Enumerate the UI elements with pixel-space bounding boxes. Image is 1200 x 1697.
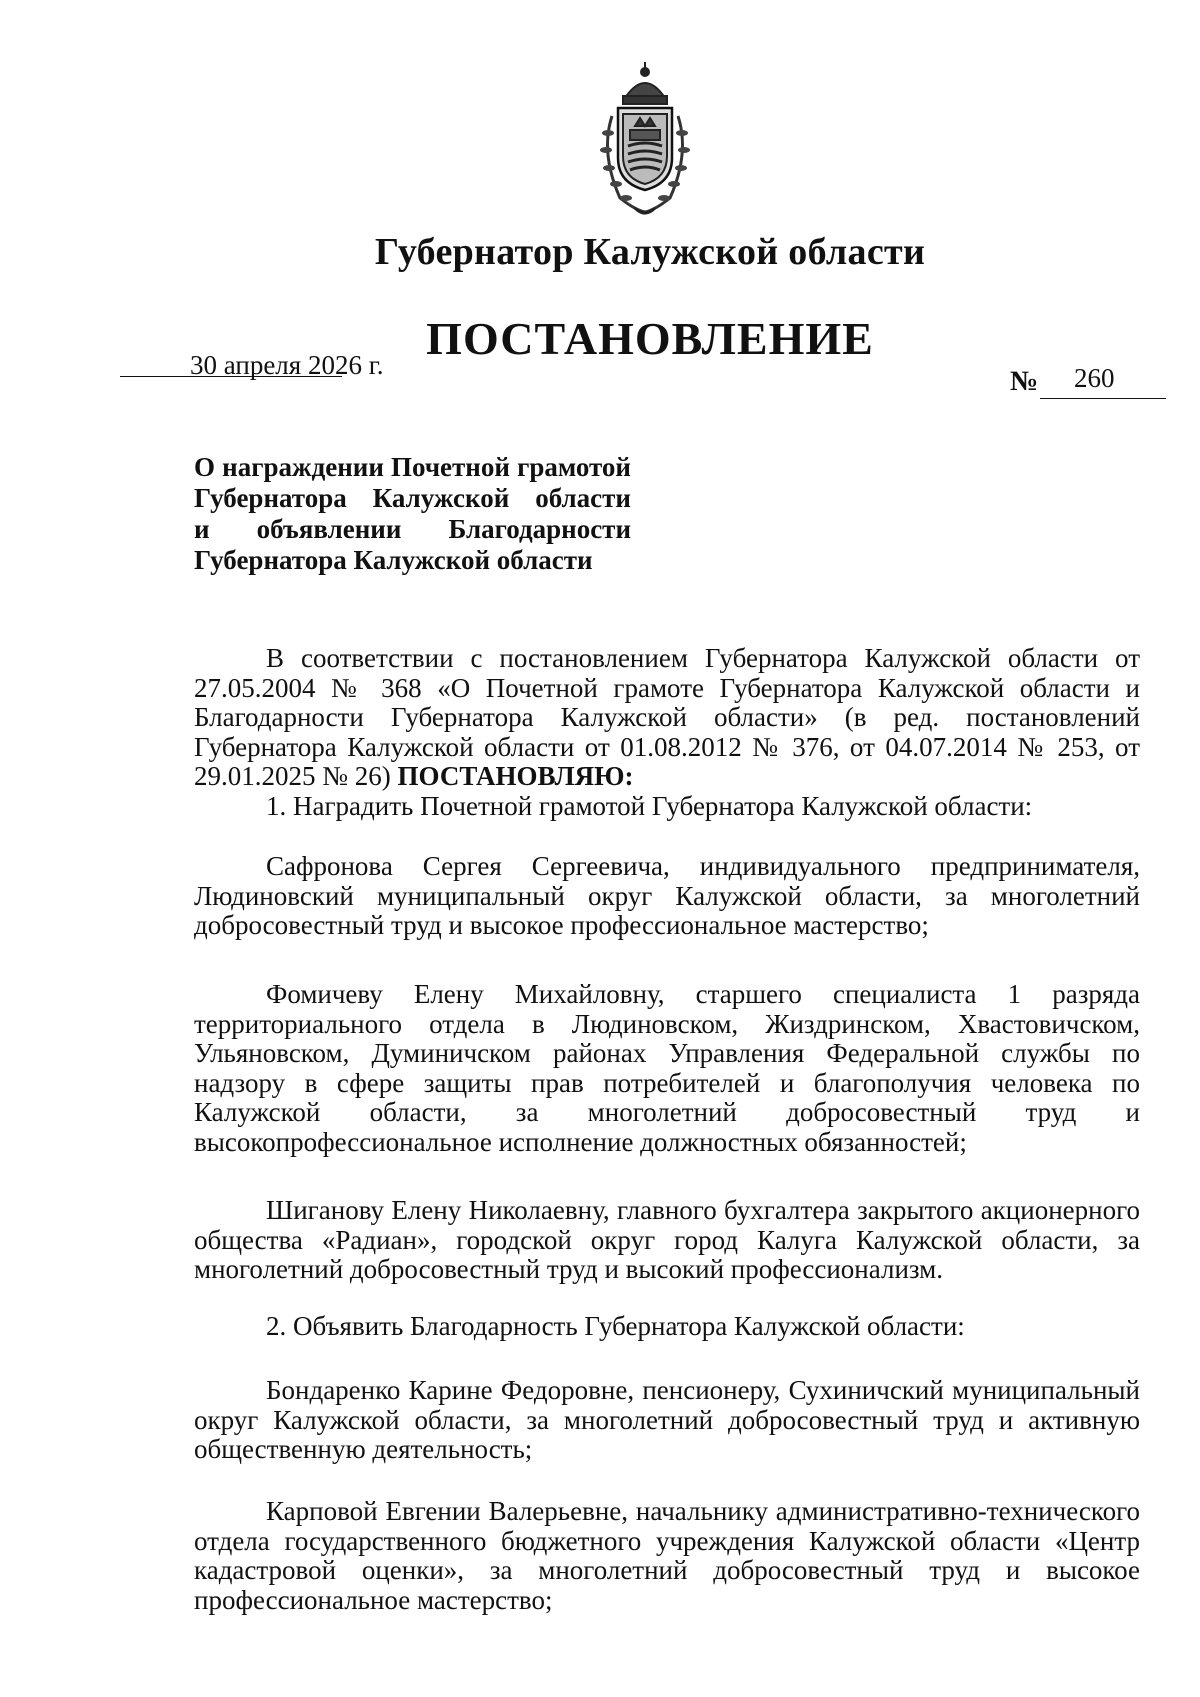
subject-line: и объявлении Благодарности xyxy=(194,514,631,544)
preamble-text: В соответствии с постановлением Губернатора Калужской области от 27.05.2004 № 368 «О Почетной грамоте Губернатора Калужской области и Благодарности Губернатора Калужской области» (в ред. постановлений Губернатора Калужской области от 01.08.2012 № 376, от 04.07.2014 № 253, от 29.01.2025 № 26) xyxy=(194,643,1140,791)
document-date: 30 апреля 2026 г. xyxy=(190,350,384,380)
award-item-text: Фомичеву Елену Михайловну, старшего специалиста 1 разряда территориального отдела в Людиновском, Жиздринском, Хвастовичском, Ульяновском, Думиничском районах Управления Федеральной службы по надзору в сфере защиты прав потребителей и благополучия человека по Калужской области, за многолетний добросовестный труд и высокопрофессиональное исполнение должностных обязанностей; xyxy=(194,979,1140,1157)
gratitude-item-text: Карповой Евгении Валерьевне, начальнику административно-технического отдела государственного бюджетного учреждения Калужской области «Центр кадастровой оценки», за многолетний добросовестный труд и высокое профессиональное мастерство; xyxy=(194,1496,1140,1615)
decree-word: ПОСТАНОВЛЯЮ: xyxy=(397,761,634,791)
award-item-1 xyxy=(194,852,1140,941)
gratitude-item-text: Бондаренко Карине Федоровне, пенсионеру, Сухиничский муниципальный округ Калужской области, за многолетний добросовестный труд и активную общественную деятельность; xyxy=(194,1375,1140,1464)
section2-heading-block xyxy=(194,1312,1140,1342)
coat-of-arms-emblem xyxy=(590,58,700,218)
section2-heading: 2. Объявить Благодарность Губернатора Калужской области: xyxy=(266,1311,965,1341)
gratitude-item-2 xyxy=(194,1497,1140,1615)
section1-heading: 1. Наградить Почетной грамотой Губернатора Калужской области: xyxy=(266,790,1033,821)
document-type-title: ПОСТАНОВЛЕНИЕ xyxy=(426,313,874,364)
subject-line: О награждении Почетной грамотой xyxy=(194,452,631,482)
document-number: 260 xyxy=(1074,363,1115,393)
preamble-block xyxy=(194,644,1140,821)
document-subject xyxy=(194,452,631,576)
subject-line: Губернатора Калужской области xyxy=(194,545,593,575)
number-label: № xyxy=(1010,366,1039,397)
award-item-3 xyxy=(194,1196,1140,1285)
gratitude-item-1 xyxy=(194,1376,1140,1465)
subject-line: Губернатора Калужской области xyxy=(194,483,631,513)
number-underline xyxy=(1040,398,1166,399)
issuing-authority: Губернатор Калужской области xyxy=(374,231,926,273)
award-item-2 xyxy=(194,980,1140,1157)
award-item-text: Сафронова Сергея Сергеевича, индивидуального предпринимателя, Людиновский муниципальный округ Калужской области, за многолетний добросовестный труд и высокое профессиональное мастерство; xyxy=(194,851,1140,940)
preamble-paragraph xyxy=(194,644,1140,792)
award-item-text: Шиганову Елену Николаевну, главного бухгалтера закрытого акционерного общества «Радиан», городской округ город Калуга Калужской области, за многолетний добросовестный труд и высокий профессионализм. xyxy=(194,1195,1140,1284)
